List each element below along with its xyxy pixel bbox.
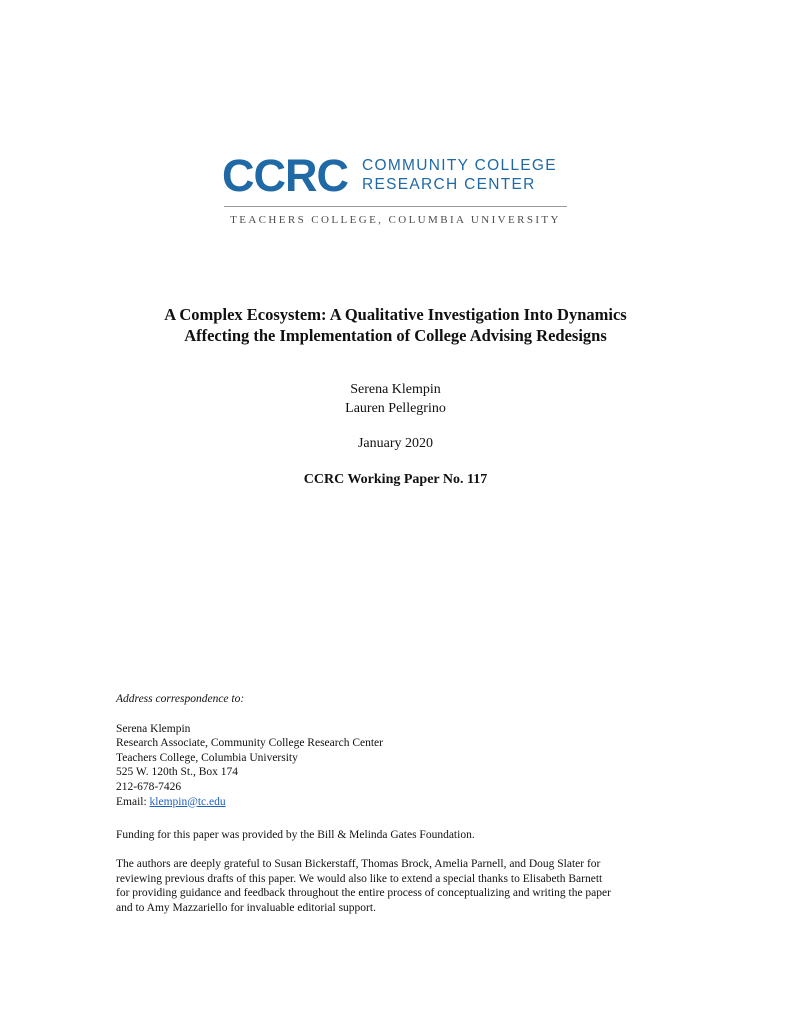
logo-affiliation: TEACHERS COLLEGE, COLUMBIA UNIVERSITY (230, 214, 561, 226)
acknowledgments-line: reviewing previous drafts of this paper. We would also like to extend a special thanks to Elisabeth Barnett (116, 872, 603, 885)
correspondence-position: Research Associate, Community College Research Center (116, 737, 383, 750)
working-paper-number: CCRC Working Paper No. 117 (303, 472, 488, 487)
acknowledgments-line: The authors are deeply grateful to Susan Bickerstaff, Thomas Brock, Amelia Parnell, and Doug Slater for (116, 858, 601, 870)
correspondence-address: 525 W. 120th St., Box 174 (116, 766, 239, 779)
correspondence-email-line (116, 795, 686, 810)
logo-divider (224, 206, 567, 207)
correspondence-phone: 212-678-7426 (116, 780, 182, 793)
author-list (80, 380, 711, 418)
email-label: Email: (116, 795, 150, 808)
correspondence-heading: Address correspondence to: (116, 693, 245, 705)
author-name: Lauren Pellegrino (345, 401, 446, 416)
logo-name-line1: COMMUNITY COLLEGE (362, 157, 557, 174)
author-name: Serena Klempin (350, 382, 441, 397)
ccrc-logo (222, 150, 568, 234)
acknowledgments-line: and to Amy Mazzariello for invaluable editorial support. (116, 901, 376, 914)
correspondence-institution: Teachers College, Columbia University (116, 751, 298, 764)
correspondence-block (116, 692, 686, 809)
logo-name (362, 156, 557, 194)
correspondence-name: Serena Klempin (116, 722, 191, 735)
paper-title-line1: A Complex Ecosystem: A Qualitative Investigation Into Dynamics (164, 305, 627, 324)
logo-name-line2: RESEARCH CENTER (362, 176, 536, 193)
paper-title-line2: Affecting the Implementation of College Advising Redesigns (184, 326, 607, 345)
logo-mark: CCRC (222, 150, 348, 201)
email-link[interactable]: klempin@tc.edu (149, 795, 226, 808)
funding-statement: Funding for this paper was provided by the Bill & Melinda Gates Foundation. (116, 829, 475, 841)
acknowledgments (116, 857, 686, 915)
publication-date: January 2020 (357, 436, 434, 451)
acknowledgments-line: for providing guidance and feedback throughout the entire process of conceptualizing and writing the paper (116, 887, 611, 900)
paper-title (80, 304, 711, 346)
